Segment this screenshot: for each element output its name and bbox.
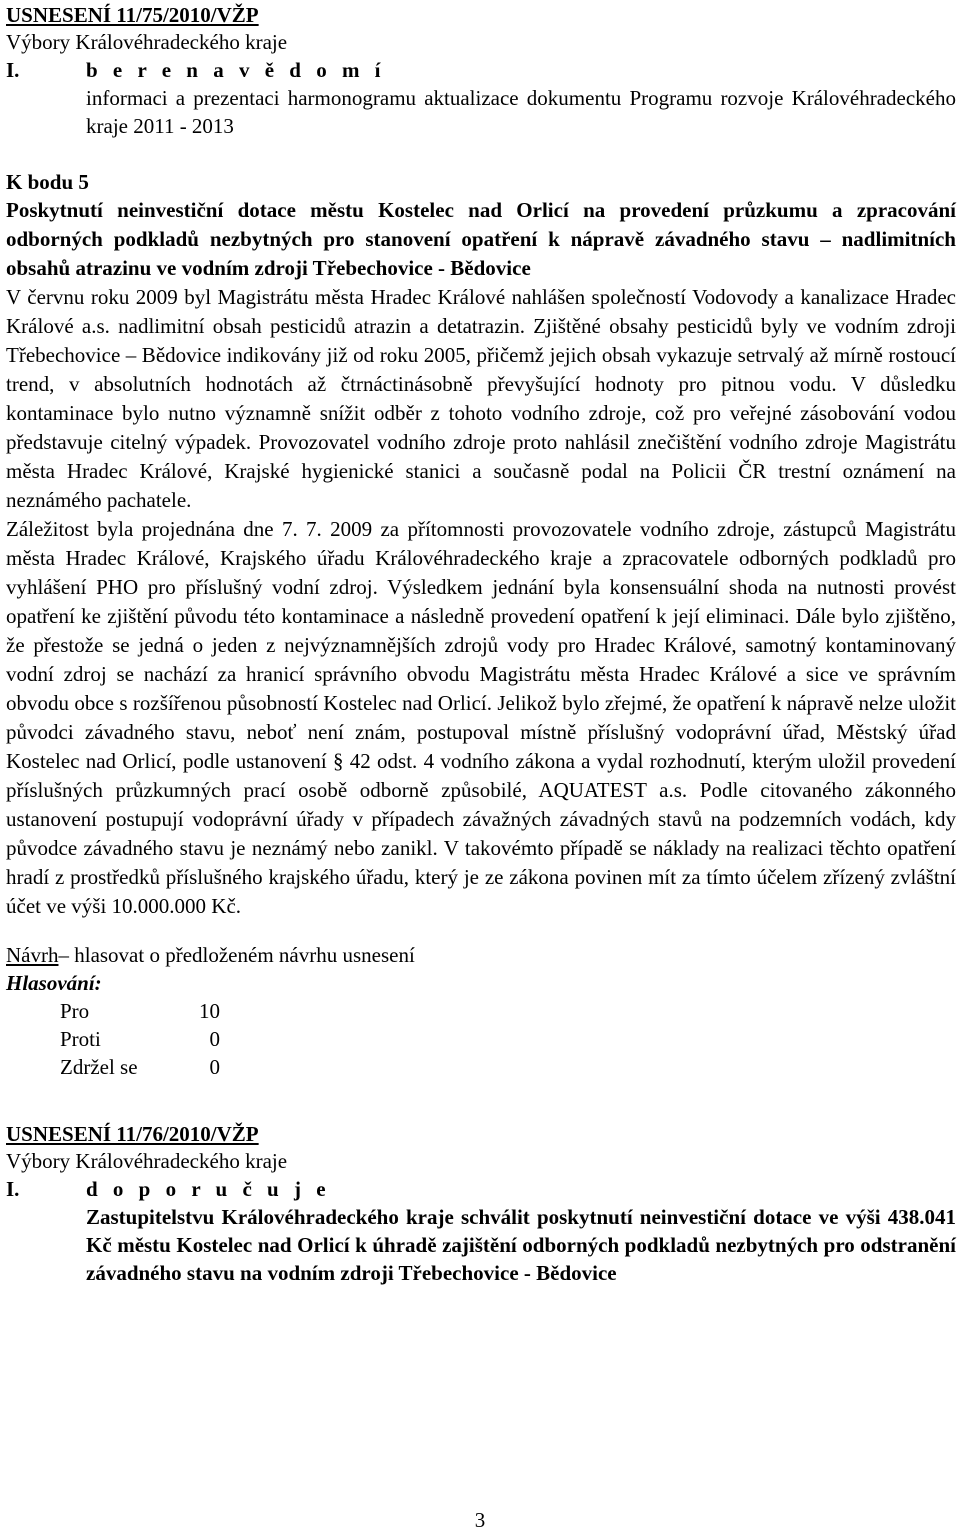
vote-count: 0 — [209, 1055, 220, 1079]
vote-count: 0 — [209, 1027, 220, 1051]
committee-name: Výbory Královéhradeckého kraje — [6, 30, 288, 54]
motion — [6, 941, 956, 969]
point-verb: b e r e n a v ě d o m í — [86, 58, 386, 82]
resolution-point — [6, 1175, 956, 1203]
resolution-1 — [6, 2, 956, 140]
resolution-title: USNESENÍ 11/75/2010/VŽP — [6, 3, 259, 27]
vote-count: 10 — [199, 999, 220, 1023]
item-subject: Poskytnutí neinvestiční dotace městu Kostelec nad Orlicí na provedení průzkumu a zpracování odborných podkladů nezbytných pro stanovení opatření k nápravě závadného stavu – nadlimitních obsahů atrazinu ve vodním zdroji Třebechovice - Bědovice — [6, 198, 956, 280]
agenda-item-5 — [6, 168, 956, 921]
point-number: I. — [6, 1177, 20, 1201]
point-verb: d o p o r u č u j e — [86, 1177, 331, 1201]
page-number: 3 — [474, 1508, 486, 1532]
voting-label: Hlasování: — [6, 971, 102, 995]
vote-label: Pro — [60, 999, 90, 1023]
vote-label: Zdržel se — [60, 1055, 138, 1079]
vote-row-against — [60, 1025, 956, 1053]
item-paragraph-a: V červnu roku 2009 byl Magistrátu města Hradec Králové nahlášen společností Vodovody a kanalizace Hradec Králové a.s. nadlimitní obsah pesticidů atrazin a detatrazin. Zjištěné obsahy pesticidů byly ve vodním zdroji Třebechovice – Bědovice indikovány již od roku 2005, přičemž jejich obsah vykazuje setrvalý až mírně rostoucí trend, v absolutních hodnotách až čtrnáctinásobně převyšující hodnoty pro pitnou vodu. V důsledku kontaminace bylo nutno významně snížit odběr z tohoto vodního zdroje, což pro veřejné zásobování vodou představuje citelný výpadek. Provozovatel vodního zdroje proto nahlásil znečištění vodního zdroje Magistrátu města Hradec Králové, Krajské hygienické stanici a současně podal na Policii ČR trestní oznámení na neznámého pachatele. — [6, 285, 956, 512]
item-paragraph-b: Záležitost byla projednána dne 7. 7. 2009 za přítomnosti provozovatele vodního zdroje, zástupců Magistrátu města Hradec Králové, Krajského úřadu Královéhradeckého kraje a zpracovatele odborných podkladů pro vyhlášení PHO pro příslušný vodní zdroj. Výsledkem jednání byla konsensuální shoda na nutnosti provést opatření ke zjištění původu této kontaminace a následně provedení opatření k její eliminaci. Dále bylo zjištěno, že přestože se jedná o jeden z nejvýznamnějších zdrojů vody pro Hradec Králové, samotný kontaminovaný vodní zdroj se nachází za hranicí správního obvodu Magistrátu města Hradec Králové a sice ve správním obvodu obce s rozšířenou působností Kostelec nad Orlicí. Jelikož bylo zřejmé, že opatření k nápravě nelze uložit původci závadného stavu, neboť není znám, postupoval místně příslušný vodoprávní úřad, Městský úřad Kostelec nad Orlicí, podle ustanovení § 42 odst. 4 vodního zákona a vydal rozhodnutí, kterým uložil provedení příslušných průzkumných prací osobě odborně způsobilé, AQUATEST a.s. Podle citovaného zákonného ustanovení postupují vodoprávní úřady v případech závažných závadných stavů na podzemních vodách, kdy původce závadného stavu je neznámý nebo zanikl. V takovémto případě se náklady na realizaci těchto opatření hradí z prostředků příslušného krajského úřadu, který je ze zákona povinen mít za tímto účelem zřízený zvláštní účet ve výši 10.000.000 Kč. — [6, 517, 956, 918]
point-text: informaci a prezentaci harmonogramu aktualizace dokumentu Programu rozvoje Královéhradeckého kraje 2011 - 2013 — [86, 86, 956, 138]
vote-label: Proti — [60, 1027, 101, 1051]
vote-row-abstain — [60, 1053, 956, 1081]
resolution-title: USNESENÍ 11/76/2010/VŽP — [6, 1122, 259, 1146]
committee-name: Výbory Královéhradeckého kraje — [6, 1149, 288, 1173]
vote-row-for — [60, 997, 956, 1025]
item-heading: K bodu 5 — [6, 170, 89, 194]
document-page — [6, 2, 956, 1287]
motion-text: – hlasovat o předloženém návrhu usnesení — [58, 943, 415, 967]
motion-label: Návrh — [6, 943, 59, 967]
voting-table — [6, 997, 956, 1081]
point-number: I. — [6, 58, 20, 82]
resolution-2 — [6, 1121, 956, 1287]
resolution-point — [6, 56, 956, 84]
point-text: Zastupitelstvu Královéhradeckého kraje schválit poskytnutí neinvestiční dotace ve výši 438.041 Kč městu Kostelec nad Orlicí k úhradě zajištění odborných podkladů nezbytných pro odstranění závadného stavu na vodním zdroji Třebechovice - Bědovice — [86, 1205, 956, 1285]
